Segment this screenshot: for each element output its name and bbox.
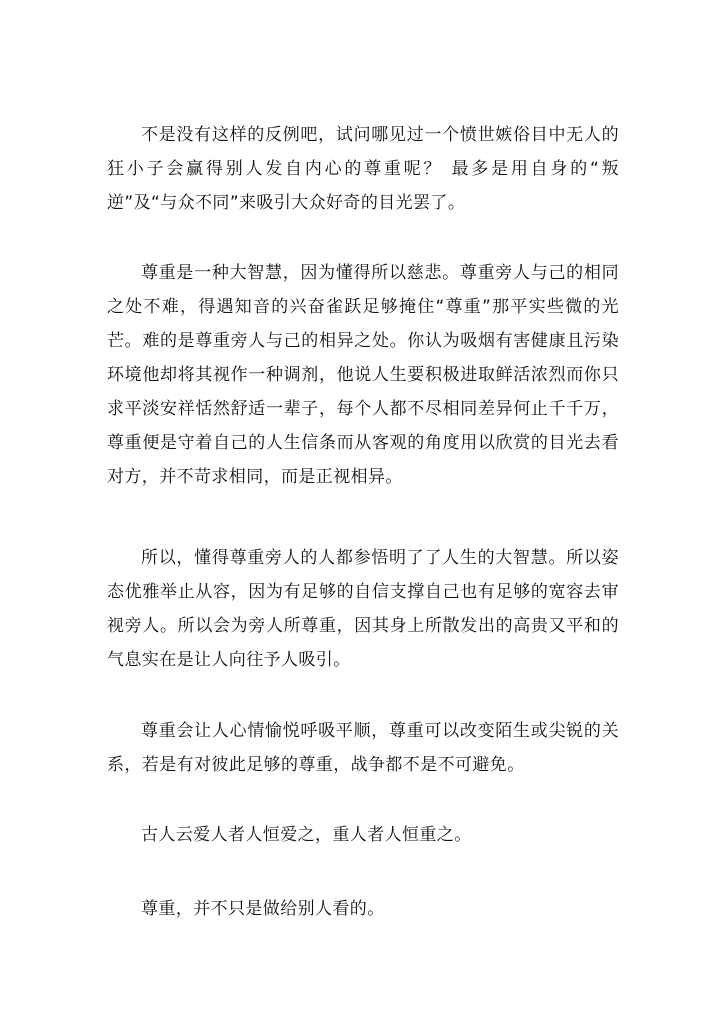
paragraph-5: 古人云爱人者人恒爱之，重人者人恒重之。 [141, 825, 472, 845]
paragraph-3: 所以，懂得尊重旁人的人都参悟明了了人生的大智慧。所以姿态优雅举止从容，因为有足够的自信支撑自己也有足够的宽容去审视旁人。所以会为旁人所尊重，因其身上所散发出的高贵又平和的气息实在是让人向往予人吸引。 [107, 548, 619, 670]
paragraph-6: 尊重，并不只是做给别人看的。 [141, 899, 385, 919]
paragraph-4: 尊重会让人心情愉悦呼吸平顺，尊重可以改变陌生或尖锐的关系，若是有对彼此足够的尊重，战争都不是不可避免。 [107, 721, 619, 775]
paragraph-2: 尊重是一种大智慧，因为懂得所以慈悲。尊重旁人与己的相同之处不难，得遇知音的兴奋雀跃足够掩住“尊重”那平实些微的光芒。难的是尊重旁人与己的相异之处。你认为吸烟有害健康且污染环境他却将其视作一种调剂，他说人生要积极进取鲜活浓烈而你只求平淡安祥恬然舒适一辈子，每个人都不尽相同差异何止千千万，尊重便是守着自己的人生信条而从客观的角度用以欣赏的目光去看对方，并不苛求相同，而是正视相异。 [107, 263, 619, 487]
paragraph-1: 不是没有这样的反例吧，试问哪见过一个愤世嫉俗目中无人的狂小子会赢得别人发自内心的尊重呢？ 最多是用自身的“叛逆”及“与众不同”来吸引大众好奇的目光罢了。 [107, 125, 619, 213]
